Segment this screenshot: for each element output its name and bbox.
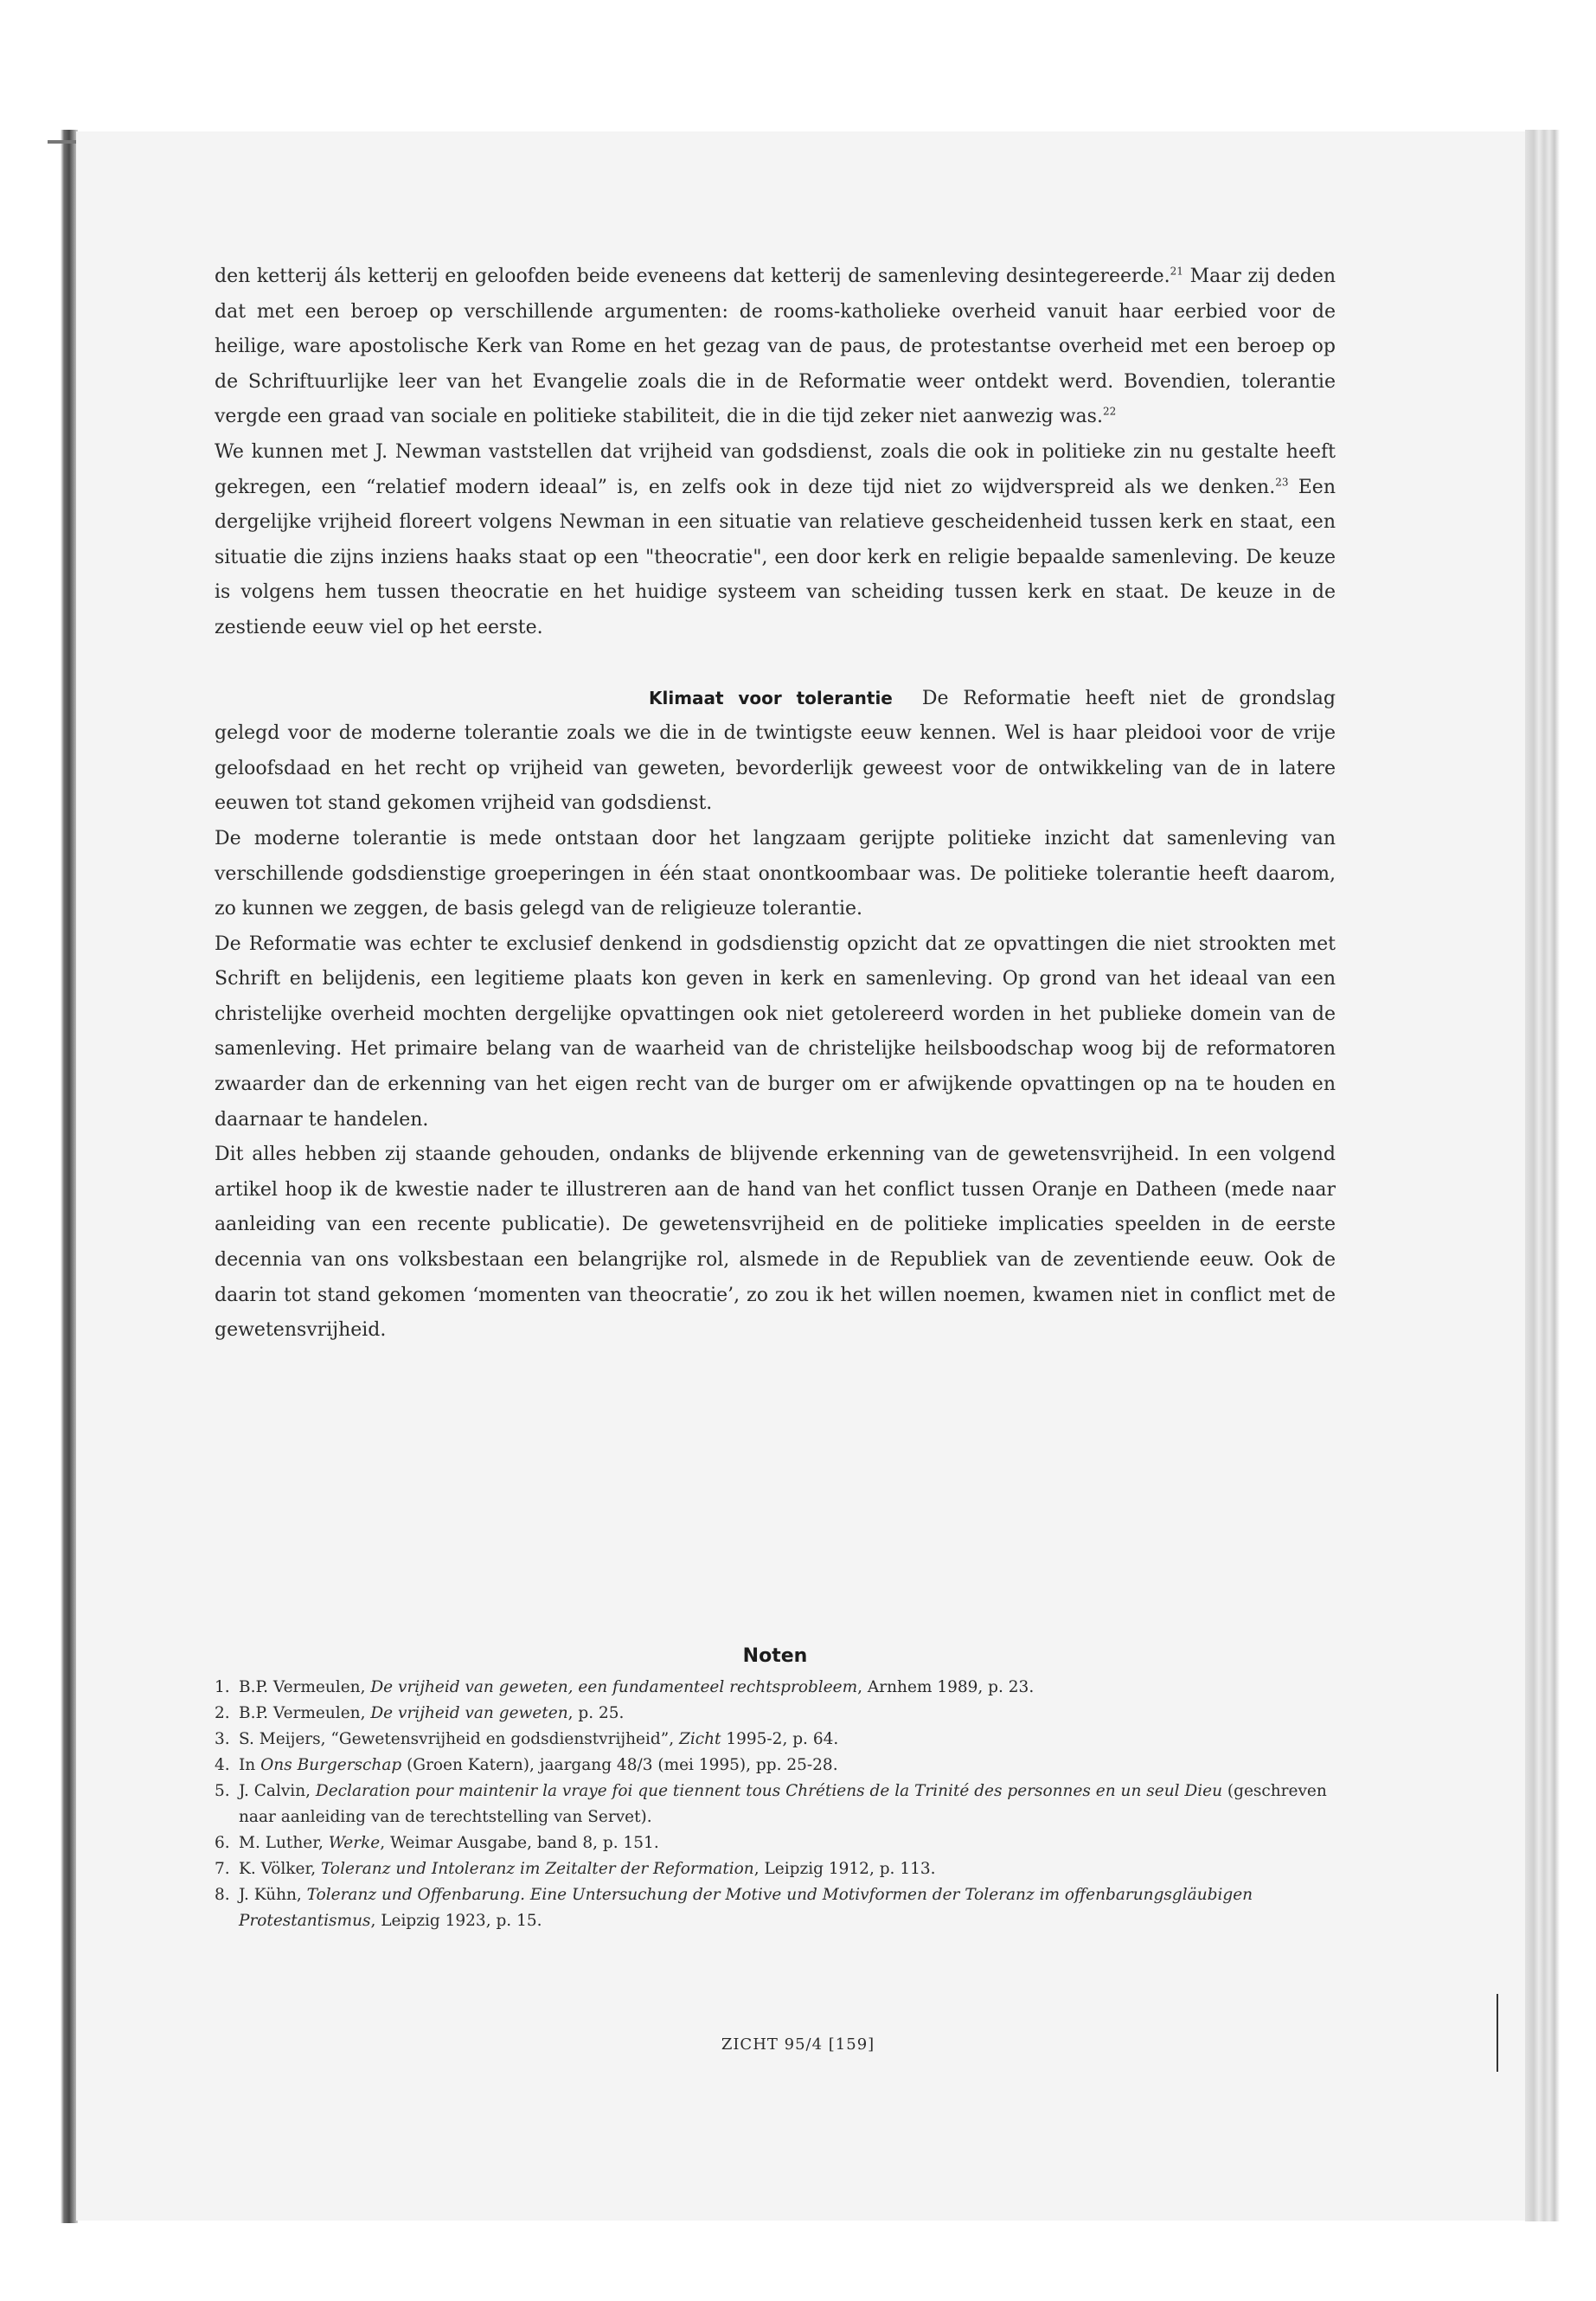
notes-list — [215, 1675, 1336, 1934]
text-run: B.P. Vermeulen, — [239, 1678, 371, 1696]
section-heading: Klimaat voor tolerantie — [649, 687, 893, 708]
text-run: 1995-2, p. 64. — [721, 1730, 839, 1748]
text-run: , Weimar Ausgabe, band 8, p. 151. — [380, 1834, 659, 1852]
note-item — [215, 1701, 1336, 1727]
note-number: 1. — [215, 1678, 230, 1696]
title-italic: De vrijheid van geweten — [370, 1704, 568, 1722]
footnote-ref: 21 — [1170, 265, 1183, 278]
text-run: , Leipzig 1912, p. 113. — [753, 1860, 936, 1878]
note-item — [215, 1753, 1336, 1779]
note-number: 4. — [215, 1756, 230, 1774]
note-number: 7. — [215, 1860, 230, 1878]
note-item — [215, 1882, 1336, 1934]
article-body — [215, 260, 1336, 1349]
text-run: De moderne tolerantie is mede ontstaan door het langzaam gerijpte politieke inzicht dat samenleving van verschillende godsdienstige groeperingen in één staat onontkoombaar was. De politieke tolerantie heeft daarom, zo kunnen we zeggen, de basis gelegd van de religieuze tolerantie. — [215, 827, 1336, 920]
note-item — [215, 1856, 1336, 1882]
text-run: (geschreven naar aanleiding van de terechtstelling van Servet). — [239, 1782, 1327, 1826]
title-italic: Toleranz und Intoleranz im Zeitalter der Reformation — [321, 1860, 754, 1878]
text-run: K. Völker, — [239, 1860, 322, 1878]
text-run: De Reformatie heeft niet de grondslag gelegd voor de moderne tolerantie zoals we die in de twintigste eeuw kennen. Wel is haar pleidooi voor de vrije geloofsdaad en het recht op vrijheid van geweten, bevorderlijk geweest voor de ontwikkeling van de in latere eeuwen tot stand gekomen vrijheid van godsdienst. — [215, 687, 1336, 815]
note-number: 5. — [215, 1782, 230, 1800]
text-run: , Arnhem 1989, p. 23. — [857, 1678, 1035, 1696]
notes-section — [215, 1644, 1336, 1934]
page-footer: ZICHT 95/4 [159] — [721, 2035, 875, 2054]
note-item — [215, 1830, 1336, 1856]
note-item — [215, 1675, 1336, 1701]
note-item — [215, 1779, 1336, 1830]
notes-title: Noten — [742, 1645, 808, 1667]
text-run: Een dergelijke vrijheid floreert volgens Newman in een situatie van relatieve gescheidenheid tussen kerk en staat, een situatie die zijns inziens haaks staat op een "theocratie", een door kerk en religie bepaalde samenleving. De keuze is volgens hem tussen theocratie en het huidige systeem van scheiding tussen kerk en staat. De keuze in de zestiende eeuw viel op het eerste. — [215, 476, 1336, 638]
text-run: , Leipzig 1923, p. 15. — [370, 1912, 542, 1930]
paragraph — [215, 1138, 1336, 1349]
title-italic: Declaration pour maintenir la vraye foi que tiennent tous Chrétiens de la Trinité des personnes en un seul Dieu — [315, 1782, 1223, 1800]
paragraph — [215, 822, 1336, 927]
text-run: B.P. Vermeulen, — [239, 1704, 371, 1722]
page-stack-edge — [1525, 130, 1560, 2221]
text-run: (Groen Katern), jaargang 48/3 (mei 1995), pp. 25-28. — [401, 1756, 838, 1774]
title-italic: De vrijheid van geweten, een fundamenteel rechtsprobleem — [370, 1678, 858, 1696]
note-number: 6. — [215, 1834, 230, 1852]
title-italic: Zicht — [678, 1730, 721, 1748]
footnote-ref: 22 — [1102, 406, 1117, 419]
note-number: 2. — [215, 1704, 230, 1722]
margin-rule — [1497, 1994, 1498, 2072]
book-spine-edge — [0, 130, 78, 2223]
title-italic: Ons Burgerschap — [260, 1756, 402, 1774]
title-italic: Toleranz und Offenbarung. Eine Untersuchung der Motive und Motivformen der Toleranz im offenbarungsgläubigen Protestantismus — [239, 1886, 1253, 1930]
title-italic: Werke — [328, 1834, 381, 1852]
paragraph — [215, 927, 1336, 1138]
text-run: S. Meijers, “Gewetensvrijheid en godsdienstvrijheid”, — [239, 1730, 679, 1748]
paragraph — [215, 681, 1336, 822]
text-run: Dit alles hebben zij staande gehouden, ondanks de blijvende erkenning van de gewetensvrijheid. In een volgend artikel hoop ik de kwestie nader te illustreren aan de hand van het conflict tussen Oranje en Datheen (mede naar aanleiding van een recente publicatie). De gewetensvrijheid en de politieke implicaties speelden in de eerste decennia van ons volksbestaan een belangrijke rol, alsmede in de Republiek van de zeventiende eeuw. Ook de daarin tot stand gekomen ‘momenten van theocratie’, zo zou ik het willen noemen, kwamen niet in conflict met de gewetensvrijheid. — [215, 1144, 1336, 1342]
paragraph — [215, 435, 1336, 646]
text-run: , p. 25. — [567, 1704, 625, 1722]
text-run: J. Calvin, — [239, 1782, 316, 1800]
footnote-ref: 23 — [1275, 476, 1289, 489]
note-item — [215, 1727, 1336, 1753]
note-number: 3. — [215, 1730, 230, 1748]
text-run: den ketterij áls ketterij en geloofden beide eveneens dat ketterij de samenleving desintegereerde. — [215, 266, 1170, 287]
text-run: J. Kühn, — [239, 1886, 307, 1904]
text-run: De Reformatie was echter te exclusief denkend in godsdienstig opzicht dat ze opvattingen die niet strookten met Schrift en belijdenis, een legitieme plaats kon geven in kerk en samenleving. Op grond van het ideaal van een christelijke overheid mochten dergelijke opvattingen ook niet getolereerd worden in het publieke domein van de samenleving. Het primaire belang van de waarheid van de christelijke heilsboodschap woog bij de reformatoren zwaarder dan de erkenning van het eigen recht van de burger om er afwijkende opvattingen op na te houden en daarnaar te handelen. — [215, 933, 1336, 1131]
text-run: We kunnen met J. Newman vaststellen dat vrijheid van godsdienst, zoals die ook in politieke zin nu gestalte heeft gekregen, een “relatief modern ideaal” is, en zelfs ook in deze tijd niet zo wijdverspreid als we denken. — [215, 440, 1336, 498]
text-run: Maar zij deden dat met een beroep op verschillende argumenten: de rooms-katholieke overheid vanuit haar eerbied voor de heilige, ware apostolische Kerk van Rome en het gezag van de paus, de protestantse overheid met een beroep op de Schriftuurlijke leer van het Evangelie zoals die in de Reformatie weer ontdekt werd. Bovendien, tolerantie vergde een graad van sociale en politieke stabiliteit, die in die tijd zeker niet aanwezig was. — [215, 266, 1336, 428]
paragraph — [215, 260, 1336, 435]
text-run: M. Luther, — [239, 1834, 329, 1852]
note-number: 8. — [215, 1886, 230, 1904]
text-run: In — [239, 1756, 261, 1774]
